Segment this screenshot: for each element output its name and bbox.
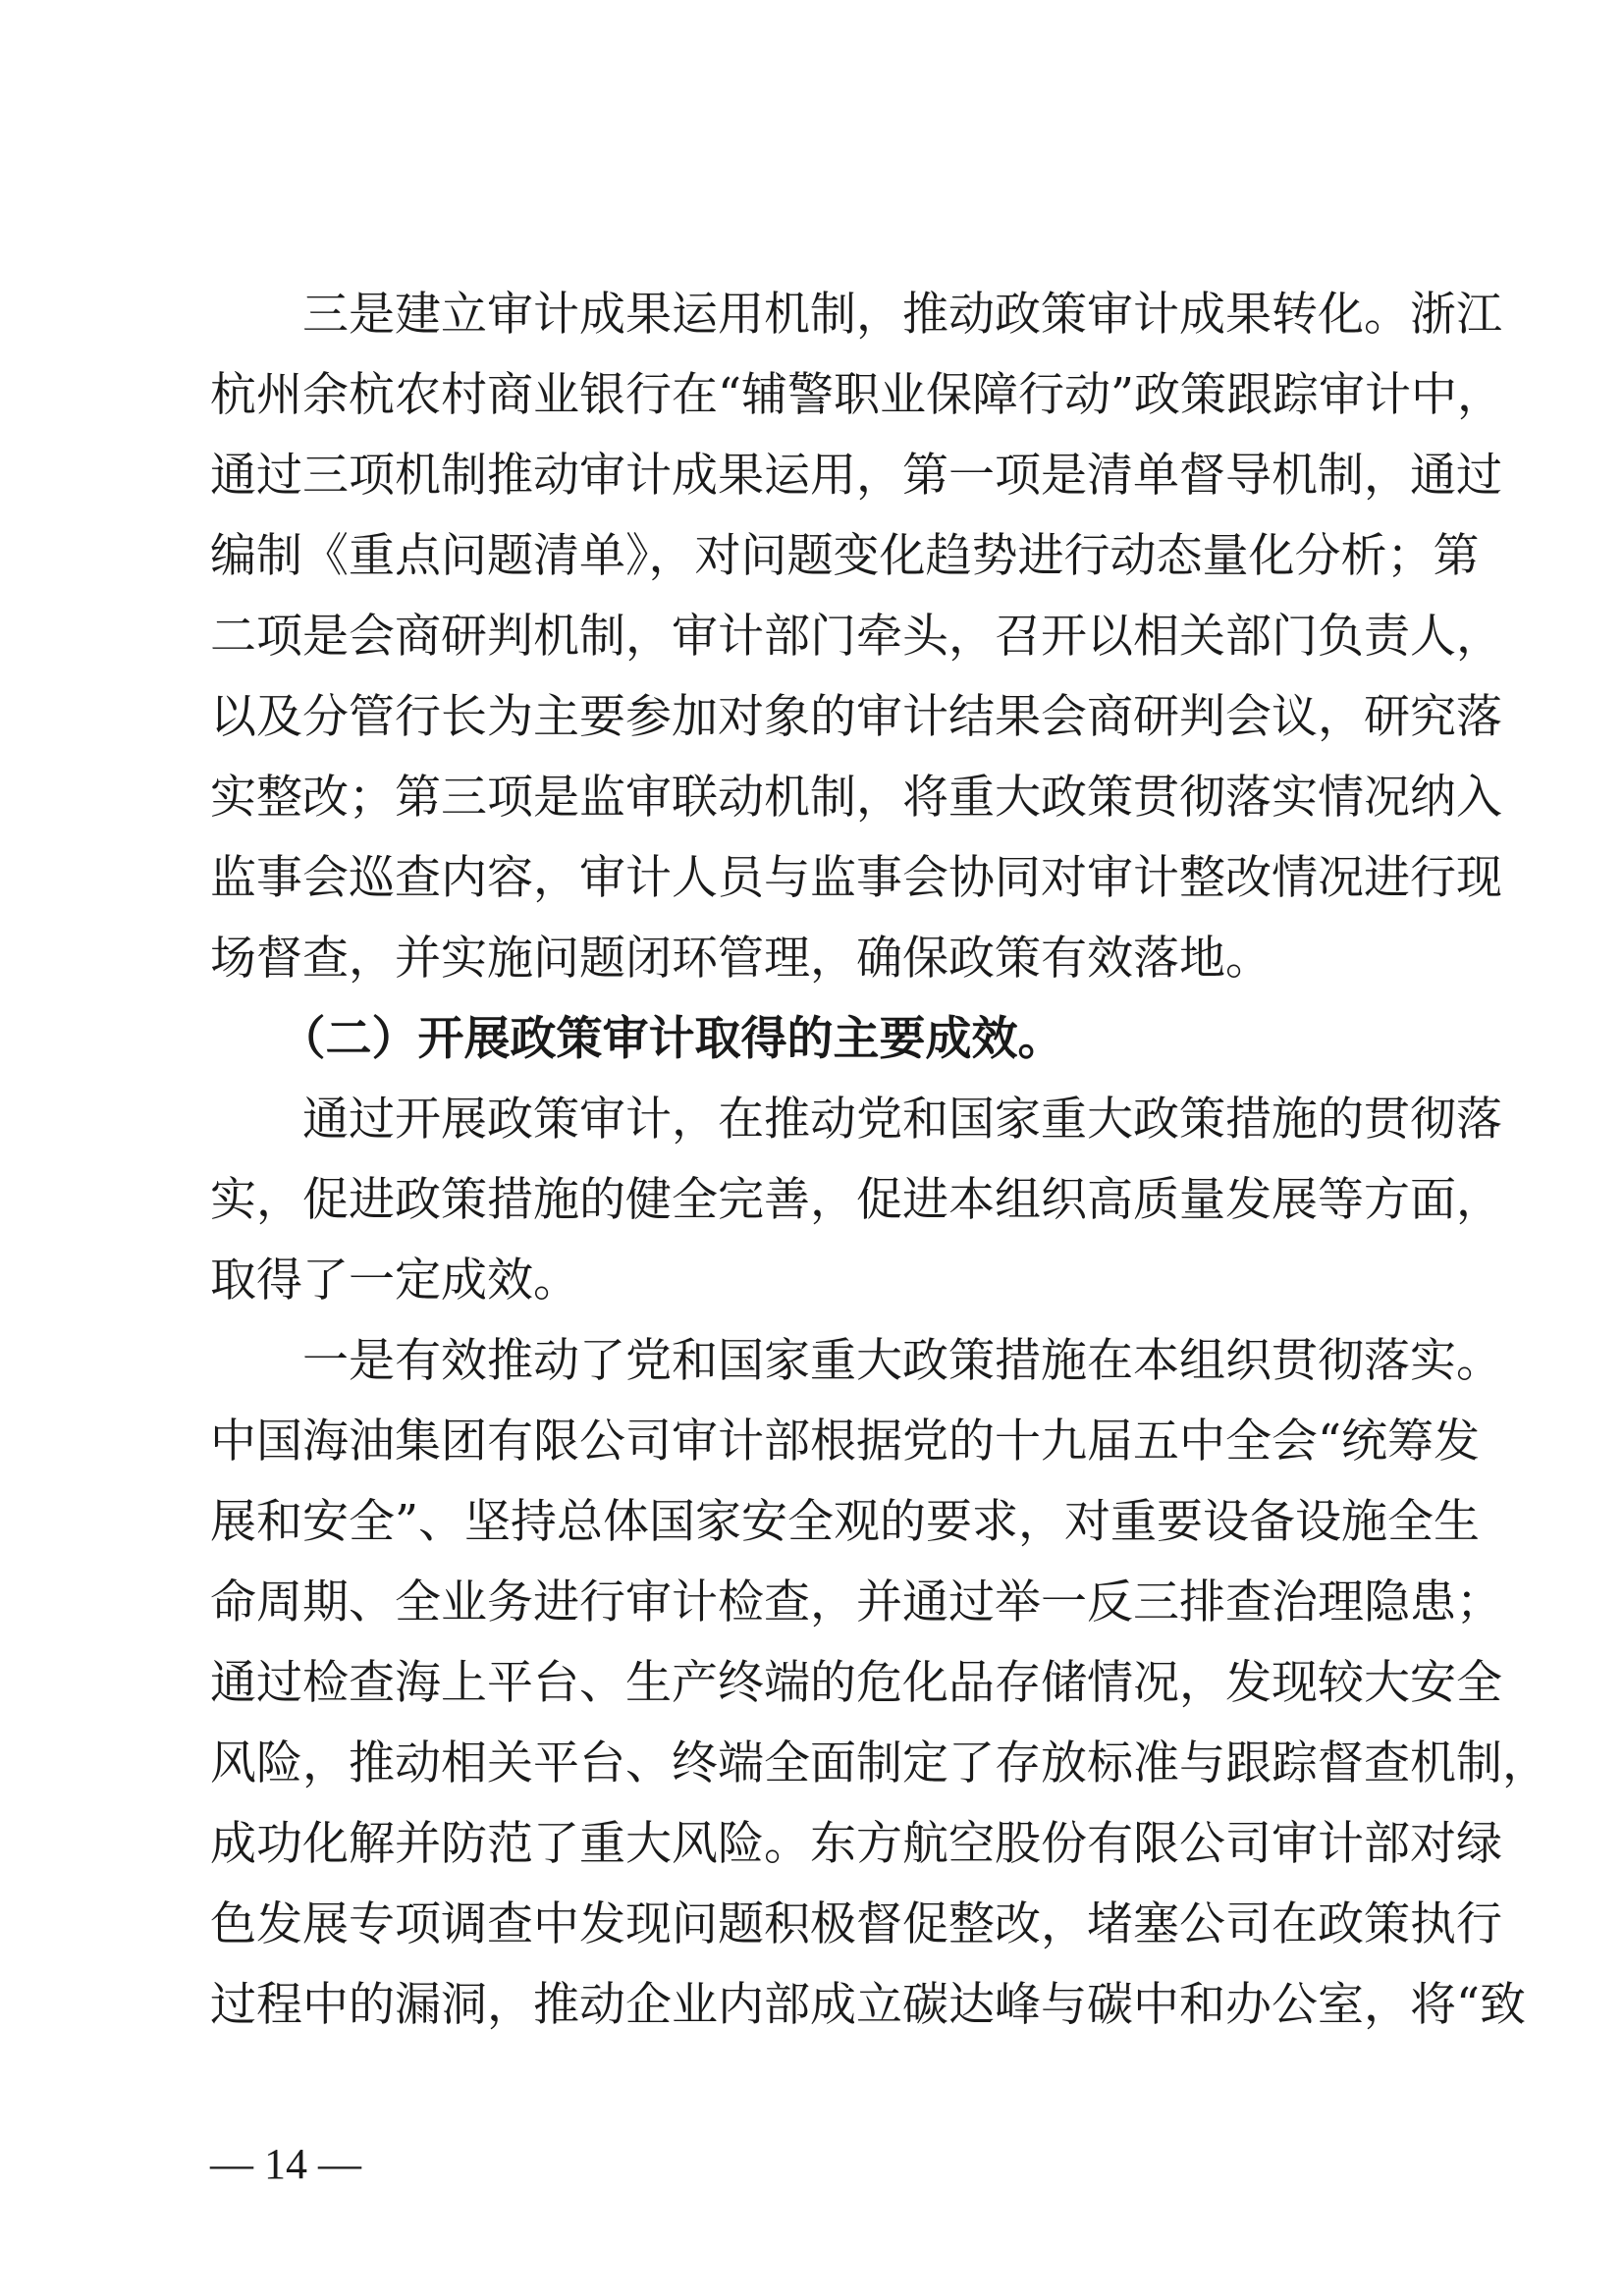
text-line: 展和安全”、坚持总体国家安全观的要求，对重要设备设施全生: [210, 1495, 1481, 1549]
text-line: 杭州余杭农村商业银行在“辅警职业保障行动”政策跟踪审计中，: [210, 368, 1504, 422]
text-line: 二项是会商研判机制，审计部门牵头，召开以相关部门负责人，: [210, 610, 1502, 664]
text-line: 取得了一定成效。: [210, 1254, 579, 1308]
text-line: 三是建立审计成果运用机制，推动政策审计成果转化。浙江: [210, 288, 1502, 342]
section-heading: [210, 999, 1424, 1080]
page-number: — 14 —: [210, 2140, 361, 2188]
text-line: 编制《重点问题清单》，对问题变化趋势进行动态量化分析；第: [210, 529, 1480, 583]
text-line: 命周期、全业务进行审计检查，并通过举一反三排查治理隐患；: [210, 1575, 1502, 1629]
paragraph-results-intro: [210, 1080, 1502, 1321]
text-line: 通过开展政策审计，在推动党和国家重大政策措施的贯彻落: [210, 1093, 1502, 1147]
text-line: 风险，推动相关平台、终端全面制定了存放标准与跟踪督查机制，: [210, 1736, 1548, 1790]
document-body: [210, 275, 1548, 2046]
text-line: 场督查，并实施问题闭环管理，确保政策有效落地。: [210, 932, 1272, 986]
text-line: 监事会巡查内容，审计人员与监事会协同对审计整改情况进行现: [210, 851, 1502, 905]
heading-line: （二）开展政策审计取得的主要成效。: [210, 1012, 1064, 1066]
text-line: 通过三项机制推动审计成果运用，第一项是清单督导机制，通过: [210, 449, 1502, 503]
text-line: 通过检查海上平台、生产终端的危化品存储情况，发现较大安全: [210, 1656, 1502, 1710]
text-line: 中国海油集团有限公司审计部根据党的十九届五中全会“统筹发: [210, 1415, 1481, 1468]
text-line: 过程中的漏洞，推动企业内部成立碳达峰与碳中和办公室，将“致: [210, 1978, 1527, 2032]
text-line: 实，促进政策措施的健全完善，促进本组织高质量发展等方面，: [210, 1173, 1502, 1227]
text-line: 色发展专项调查中发现问题积极督促整改，堵塞公司在政策执行: [210, 1897, 1502, 1951]
text-line: 一是有效推动了党和国家重大政策措施在本组织贯彻落实。: [210, 1334, 1502, 1388]
text-line: 实整改；第三项是监审联动机制，将重大政策贯彻落实情况纳入: [210, 771, 1502, 825]
text-line: 以及分管行长为主要参加对象的审计结果会商研判会议，研究落: [210, 690, 1502, 744]
paragraph-results-first: [210, 1321, 1548, 2046]
paragraph-policy-audit-mechanism: [210, 275, 1504, 999]
text-line: 成功化解并防范了重大风险。东方航空股份有限公司审计部对绿: [210, 1817, 1502, 1871]
